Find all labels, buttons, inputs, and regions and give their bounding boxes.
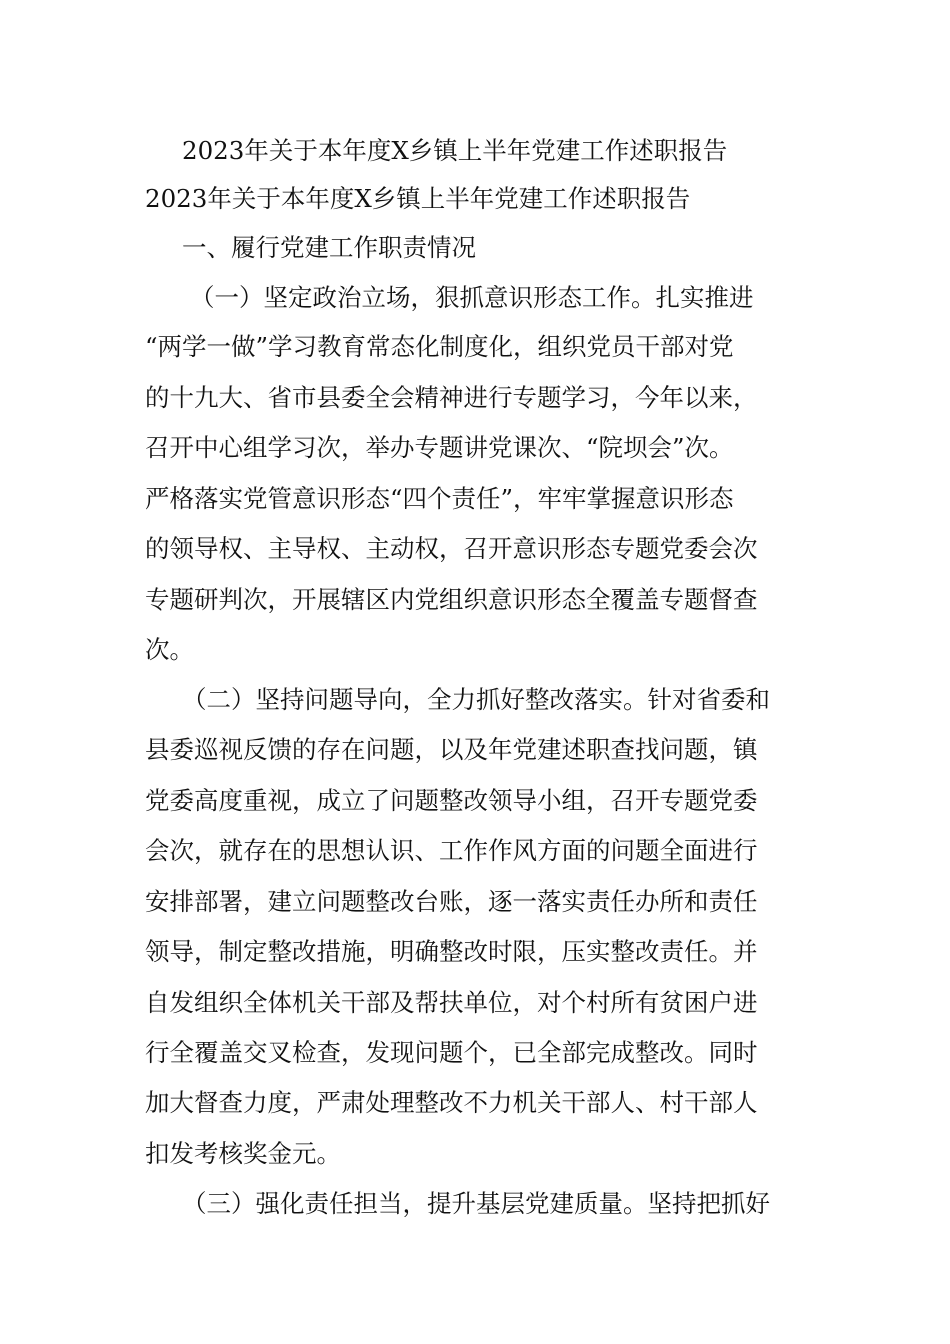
paragraph-line: 县委巡视反馈的存在问题，以及年党建述职查找问题，镇 — [145, 735, 758, 764]
paragraph-line: “两学一做”学习教育常态化制度化，组织党员干部对党 — [145, 332, 734, 361]
paragraph-line: 加大督查力度，严肃处理整改不力机关干部人、村干部人 — [145, 1088, 758, 1117]
paragraph-line: （一）坚定政治立场，狠抓意识形态工作。扎实推进 — [190, 283, 754, 312]
document-title-repeat: 2023年关于本年度X乡镇上半年党建工作述职报告 — [145, 184, 691, 213]
paragraph-line: 扣发考核奖金元。 — [145, 1139, 341, 1168]
paragraph-line: 次。 — [145, 635, 194, 664]
paragraph-line: 自发组织全体机关干部及帮扶单位，对个村所有贫困户进 — [145, 988, 758, 1017]
document-title: 2023年关于本年度X乡镇上半年党建工作述职报告 — [182, 136, 728, 165]
paragraph-line: 的领导权、主导权、主动权，召开意识形态专题党委会次 — [145, 534, 758, 563]
paragraph-line: 领导，制定整改措施，明确整改时限，压实整改责任。并 — [145, 937, 758, 966]
paragraph-line: 安排部署，建立问题整改台账，逐一落实责任办所和责任 — [145, 887, 758, 916]
paragraph-line: 的十九大、省市县委全会精神进行专题学习，今年以来， — [145, 383, 758, 412]
paragraph-line: 召开中心组学习次，举办专题讲党课次、“院坝会”次。 — [145, 433, 734, 462]
paragraph-line: （三）强化责任担当，提升基层党建质量。坚持把抓好 — [182, 1189, 770, 1218]
paragraph-line: 行全覆盖交叉检查，发现问题个，已全部完成整改。同时 — [145, 1038, 758, 1067]
section-heading: 一、履行党建工作职责情况 — [182, 233, 476, 262]
paragraph-line: 党委高度重视，成立了问题整改领导小组，召开专题党委 — [145, 786, 758, 815]
paragraph-line: （二）坚持问题导向，全力抓好整改落实。针对省委和 — [182, 685, 770, 714]
paragraph-line: 专题研判次，开展辖区内党组织意识形态全覆盖专题督查 — [145, 585, 758, 614]
paragraph-line: 会次，就存在的思想认识、工作作风方面的问题全面进行 — [145, 836, 758, 865]
paragraph-line: 严格落实党管意识形态“四个责任”，牢牢掌握意识形态 — [145, 484, 734, 513]
